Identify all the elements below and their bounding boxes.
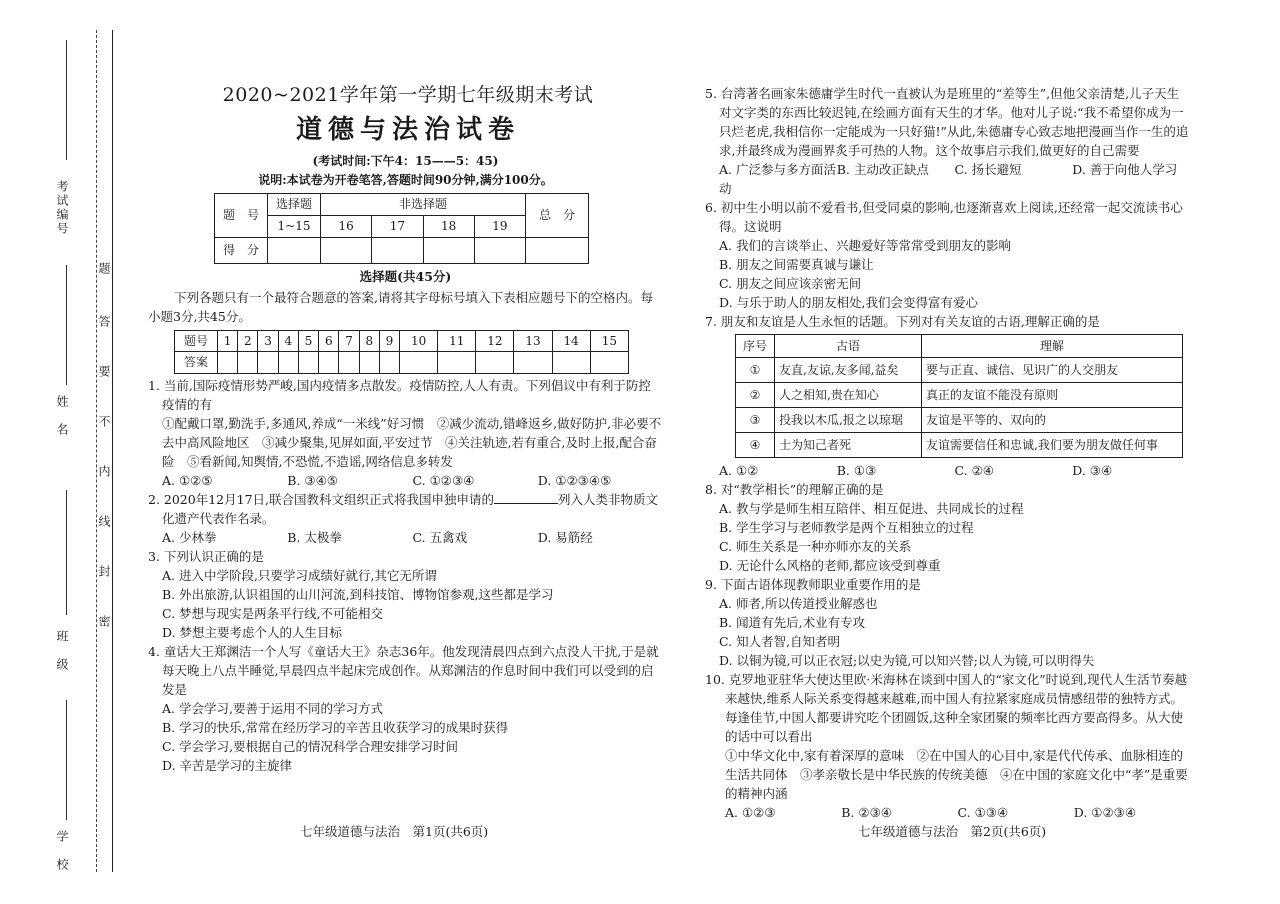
seal-word: 题 [97, 262, 111, 276]
answer-table-cell: 11 [438, 331, 476, 352]
question-1 [148, 376, 663, 490]
answer-input[interactable] [319, 352, 339, 374]
score-input[interactable] [526, 238, 589, 264]
question-items: ①配戴口罩,勤洗手,多通风,养成“一米线”好习惯 ②减少流动,错峰返乡,做好防护,非必要不去中高风险地区 ③减少聚集,见屏如面,平安过节 ④关注轨迹,若有重合,及时上报,配合奋险 ⑤看新闻,知舆情,不恐慌,不造谣,网络信息多转发 [162, 416, 662, 469]
score-table-header: 题 号 [215, 194, 268, 238]
option: A. 学会学习,要善于运用不同的学习方式 [162, 701, 383, 716]
option: B. 学生学习与老师教学是两个互相独立的过程 [719, 520, 974, 535]
friendship-table-cell: ① [736, 358, 775, 383]
exam-note: 说明:本试卷为开卷笔答,答题时间90分钟,满分100分。 [258, 173, 553, 187]
question-stem: 9. 下面古语体现教师职业重要作用的是 [705, 577, 921, 592]
answer-input[interactable] [379, 352, 399, 374]
answer-input[interactable] [218, 352, 238, 374]
option: A. 师者,所以传道授业解惑也 [719, 596, 878, 611]
question-stem-part: 列入人类非物质文化遗产代表作名录。 [162, 492, 659, 526]
score-table-cell: 16 [321, 216, 372, 238]
option: D. ①②③④⑤ [537, 473, 612, 488]
score-table-cell: 19 [474, 216, 525, 238]
name-label: 姓 名 [55, 395, 69, 437]
page-footer-right: 七年级道德与法治 第2页(共6页) [858, 824, 1047, 839]
option: A. ①②③ [725, 805, 776, 820]
exam-time: (考试时间:下午4：15——5：45) [312, 154, 499, 168]
question-7 [705, 312, 1190, 480]
seal-word: 线 [97, 515, 111, 529]
question-options [705, 461, 1190, 480]
question-options [705, 803, 1190, 822]
answer-input[interactable] [400, 352, 438, 374]
score-table-header: 总 分 [526, 194, 589, 238]
friendship-table-cell: 人之相知,贵在知心 [775, 383, 922, 408]
option: B. 朋友之间需要真诚与谦让 [719, 257, 874, 272]
left-page [148, 86, 663, 775]
answer-table-cell: 5 [298, 331, 318, 352]
option: B. 学习的快乐,常常在经历学习的辛苦且收获学习的成果时获得 [162, 720, 509, 735]
friendship-table [735, 334, 1183, 458]
score-input[interactable] [372, 238, 423, 264]
answer-table-cell: 2 [238, 331, 258, 352]
friendship-table-cell: 友谊需要信任和忠诚,我们要为朋友做任何事 [922, 433, 1183, 458]
answer-table-cell: 9 [379, 331, 399, 352]
score-table-cell: 17 [372, 216, 423, 238]
question-8 [705, 480, 1190, 575]
question-stem: 6. 初中生小明以前不爱看书,但受同桌的影响,也逐渐喜欢上阅读,还经常一起交流读书心得。这说明 [705, 200, 1183, 234]
question-items: ①中华文化中,家有着深厚的意味 ②在中国人的心目中,家是代代传承、血脉相连的生活共同体 ③孝亲敬长是中华民族的传统美德 ④在中国的家庭文化中“孝”是重要的精神内涵 [725, 748, 1188, 801]
question-9 [705, 575, 1190, 670]
friendship-table-cell: 投我以木瓜,报之以琼琚 [775, 408, 922, 433]
friendship-table-cell: 友直,友谅,友多闻,益矣 [775, 358, 922, 383]
answer-table-cell: 3 [258, 331, 278, 352]
answer-table-header: 答案 [175, 352, 218, 374]
seal-word: 答 [97, 315, 111, 329]
option: C. 梦想与现实是两条平行线,不可能相交 [162, 606, 384, 621]
seal-word: 要 [97, 365, 111, 379]
option: A. 少林拳 [162, 530, 217, 545]
option: D. 以铜为镜,可以正衣冠;以史为镜,可以知兴替;以人为镜,可以明得失 [719, 653, 1095, 668]
question-6 [705, 198, 1190, 312]
binding-line-solid [112, 30, 113, 872]
friendship-table-cell: 要与正直、诚信、见识广的人交朋友 [922, 358, 1183, 383]
option: D. ③④ [1072, 463, 1113, 478]
seal-word: 封 [97, 565, 111, 579]
score-input[interactable] [423, 238, 474, 264]
option: B. ①③ [836, 463, 877, 478]
seal-word: 内 [97, 465, 111, 479]
question-4 [148, 642, 663, 775]
score-input[interactable] [474, 238, 525, 264]
option: D. 辛苦是学习的主旋律 [162, 758, 293, 773]
friendship-table-cell: 士为知己者死 [775, 433, 922, 458]
subject-title: 道德与法治试卷 [295, 115, 520, 145]
answer-table-cell: 6 [319, 331, 339, 352]
section-title: 选择题(共45分) [359, 269, 452, 284]
question-stem [148, 490, 663, 528]
option: C. 扬长避短 [954, 162, 1022, 177]
option: A. 广泛参与多方面活动 [719, 162, 836, 196]
answer-input[interactable] [339, 352, 359, 374]
option: D. 无论什么风格的老师,都应该受到尊重 [719, 558, 941, 573]
right-page [705, 84, 1190, 822]
option: C. 朋友之间应该亲密无间 [719, 276, 862, 291]
question-options [148, 528, 663, 547]
score-input[interactable] [268, 238, 321, 264]
answer-table-cell: 12 [476, 331, 514, 352]
section-instruction: 下列各题只有一个最符合题意的答案,请将其字母标号填入下表相应题号下的空格内。每小题3分,共45分。 [148, 290, 653, 324]
seal-word: 密 [97, 615, 111, 629]
friendship-table-header: 理解 [922, 335, 1183, 358]
answer-table-cell: 8 [359, 331, 379, 352]
question-options [705, 160, 1190, 198]
fill-blank [494, 503, 558, 504]
question-5 [705, 84, 1190, 198]
score-input[interactable] [321, 238, 372, 264]
question-stem: 4. 童话大王郑渊洁一个人写《童话大王》杂志36年。他发现清晨四点到六点没人干扰,于是就每天晚上八点半睡觉,早晨四点半起床完成创作。从郑渊洁的作息时间中我们可以受到的启发是 [148, 644, 659, 697]
option: D. 与乐于助人的朋友相处,我们会变得富有爱心 [719, 295, 978, 310]
friendship-table-cell: 友谊是平等的、双向的 [922, 408, 1183, 433]
page-footer-left: 七年级道德与法治 第1页(共6页) [300, 824, 489, 839]
answer-table-cell: 13 [514, 331, 552, 352]
score-table-header: 非选择题 [321, 194, 526, 216]
option: B. 闻道有先后,术业有专攻 [719, 615, 866, 630]
answer-input[interactable] [298, 352, 318, 374]
name-field[interactable] [66, 265, 67, 385]
question-options [148, 471, 663, 490]
exam-title: 2020~2021学年第一学期七年级期末考试 [222, 84, 594, 106]
option: A. 教与学是师生相互陪伴、相互促进、共同成长的过程 [719, 501, 1024, 516]
question-stem: 3. 下列认识正确的是 [148, 549, 264, 564]
option: A. 进入中学阶段,只要学习成绩好就行,其它无所谓 [162, 568, 437, 583]
friendship-table-cell: ② [736, 383, 775, 408]
friendship-table-cell: ③ [736, 408, 775, 433]
option: B. 外出旅游,认识祖国的山川河流,到科技馆、博物馆参观,这些都是学习 [162, 587, 554, 602]
school-label: 学 校 [55, 830, 69, 872]
answer-input[interactable] [359, 352, 379, 374]
school-field[interactable] [66, 700, 67, 820]
score-table-cell: 得 分 [215, 238, 268, 264]
answer-table-cell: 7 [339, 331, 359, 352]
answer-input[interactable] [552, 352, 590, 374]
answer-input[interactable] [278, 352, 298, 374]
score-table-cell: 18 [423, 216, 474, 238]
binding-line-dashed [96, 30, 97, 872]
option: D. ①②③④ [1073, 805, 1137, 820]
question-stem: 10. 克罗地亚驻华大使达里欧·米海林在谈到中国人的“家文化”时说到,现代人生活节奏越来越快,维系人际关系变得越来越难,而中国人有拉紧家庭成员情感纽带的独特方式。每逢佳节,中国人都要讲究吃个团圆饭,这种全家团聚的频率比西方要高得多。从大使的话中可以看出 [705, 672, 1188, 744]
option: D. 易筋经 [537, 530, 593, 545]
option: A. ①② [719, 463, 759, 478]
question-stem: 7. 朋友和友谊是人生永恒的话题。下列对有关友谊的古语,理解正确的是 [705, 314, 1100, 329]
question-stem: 5. 台湾著名画家朱德庸学生时代一直被认为是班里的“差等生”,但他父亲清楚,儿子天生对文字类的东西比较迟钝,在绘画方面有天生的才华。他对儿子说:“我不希望你成为一只烂老虎,我相信你一定能成为一只好猫!”从此,朱德庸专心致志地把漫画当作一生的追求,并最终成为漫画界炙手可热的人物。这个故事启示我们,做更好的自己需要 [705, 86, 1189, 158]
answer-input[interactable] [238, 352, 258, 374]
score-table-cell: 1~15 [268, 216, 321, 238]
option: A. ①②⑤ [162, 473, 213, 488]
class-label: 班 级 [55, 630, 69, 672]
option: C. 五禽戏 [412, 530, 468, 545]
answer-table-cell: 14 [552, 331, 590, 352]
class-field[interactable] [66, 490, 67, 615]
option: C. 知人者智,自知者明 [719, 634, 841, 649]
option: C. 师生关系是一种亦师亦友的关系 [719, 539, 912, 554]
question-10 [705, 670, 1190, 822]
answer-input[interactable] [438, 352, 476, 374]
binding-margin [0, 0, 115, 904]
answer-input[interactable] [258, 352, 278, 374]
seal-word: 不 [97, 415, 111, 429]
friendship-table-header: 古语 [775, 335, 922, 358]
answer-table-header: 题号 [175, 331, 218, 352]
option: A. 我们的言谈举止、兴趣爱好等常常受到朋友的影响 [719, 238, 1011, 253]
friendship-table-cell: 真正的友谊不能没有原则 [922, 383, 1183, 408]
option: B. 太极拳 [287, 530, 342, 545]
option: C. ②④ [954, 463, 994, 478]
friendship-table-cell: ④ [736, 433, 775, 458]
score-table [214, 193, 589, 264]
option: B. ②③④ [841, 805, 893, 820]
answer-input[interactable] [590, 352, 628, 374]
answer-input[interactable] [476, 352, 514, 374]
option: D. 梦想主要考虑个人的人生目标 [162, 625, 343, 640]
answer-table-cell: 15 [590, 331, 628, 352]
option: C. ①③④ [957, 805, 1009, 820]
option: C. ①②③④ [412, 473, 475, 488]
option: B. ③④⑤ [287, 473, 339, 488]
question-2 [148, 490, 663, 547]
question-stem: 1. 当前,国际疫情形势严峻,国内疫情多点散发。疫情防控,人人有责。下列倡议中有利于防控疫情的有 [148, 378, 651, 412]
friendship-table-header: 序号 [736, 335, 775, 358]
option: D. 善于向他人学习 [1072, 162, 1178, 177]
score-table-header: 选择题 [268, 194, 321, 216]
option: B. 主动改正缺点 [836, 162, 929, 177]
answer-table-cell: 4 [278, 331, 298, 352]
option: C. 学会学习,要根据自己的情况科学合理安排学习时间 [162, 739, 459, 754]
answer-table-cell: 1 [218, 331, 238, 352]
answer-table [174, 330, 629, 374]
question-stem-part: 2. 2020年12月17日,联合国教科文组织正式将我国申独申请的 [148, 492, 494, 507]
exam-number-label: 考试编号 [55, 180, 69, 236]
question-stem: 8. 对“教学相长”的理解正确的是 [705, 482, 884, 497]
question-3 [148, 547, 663, 642]
exam-number-field[interactable] [66, 40, 67, 160]
answer-table-cell: 10 [400, 331, 438, 352]
answer-input[interactable] [514, 352, 552, 374]
